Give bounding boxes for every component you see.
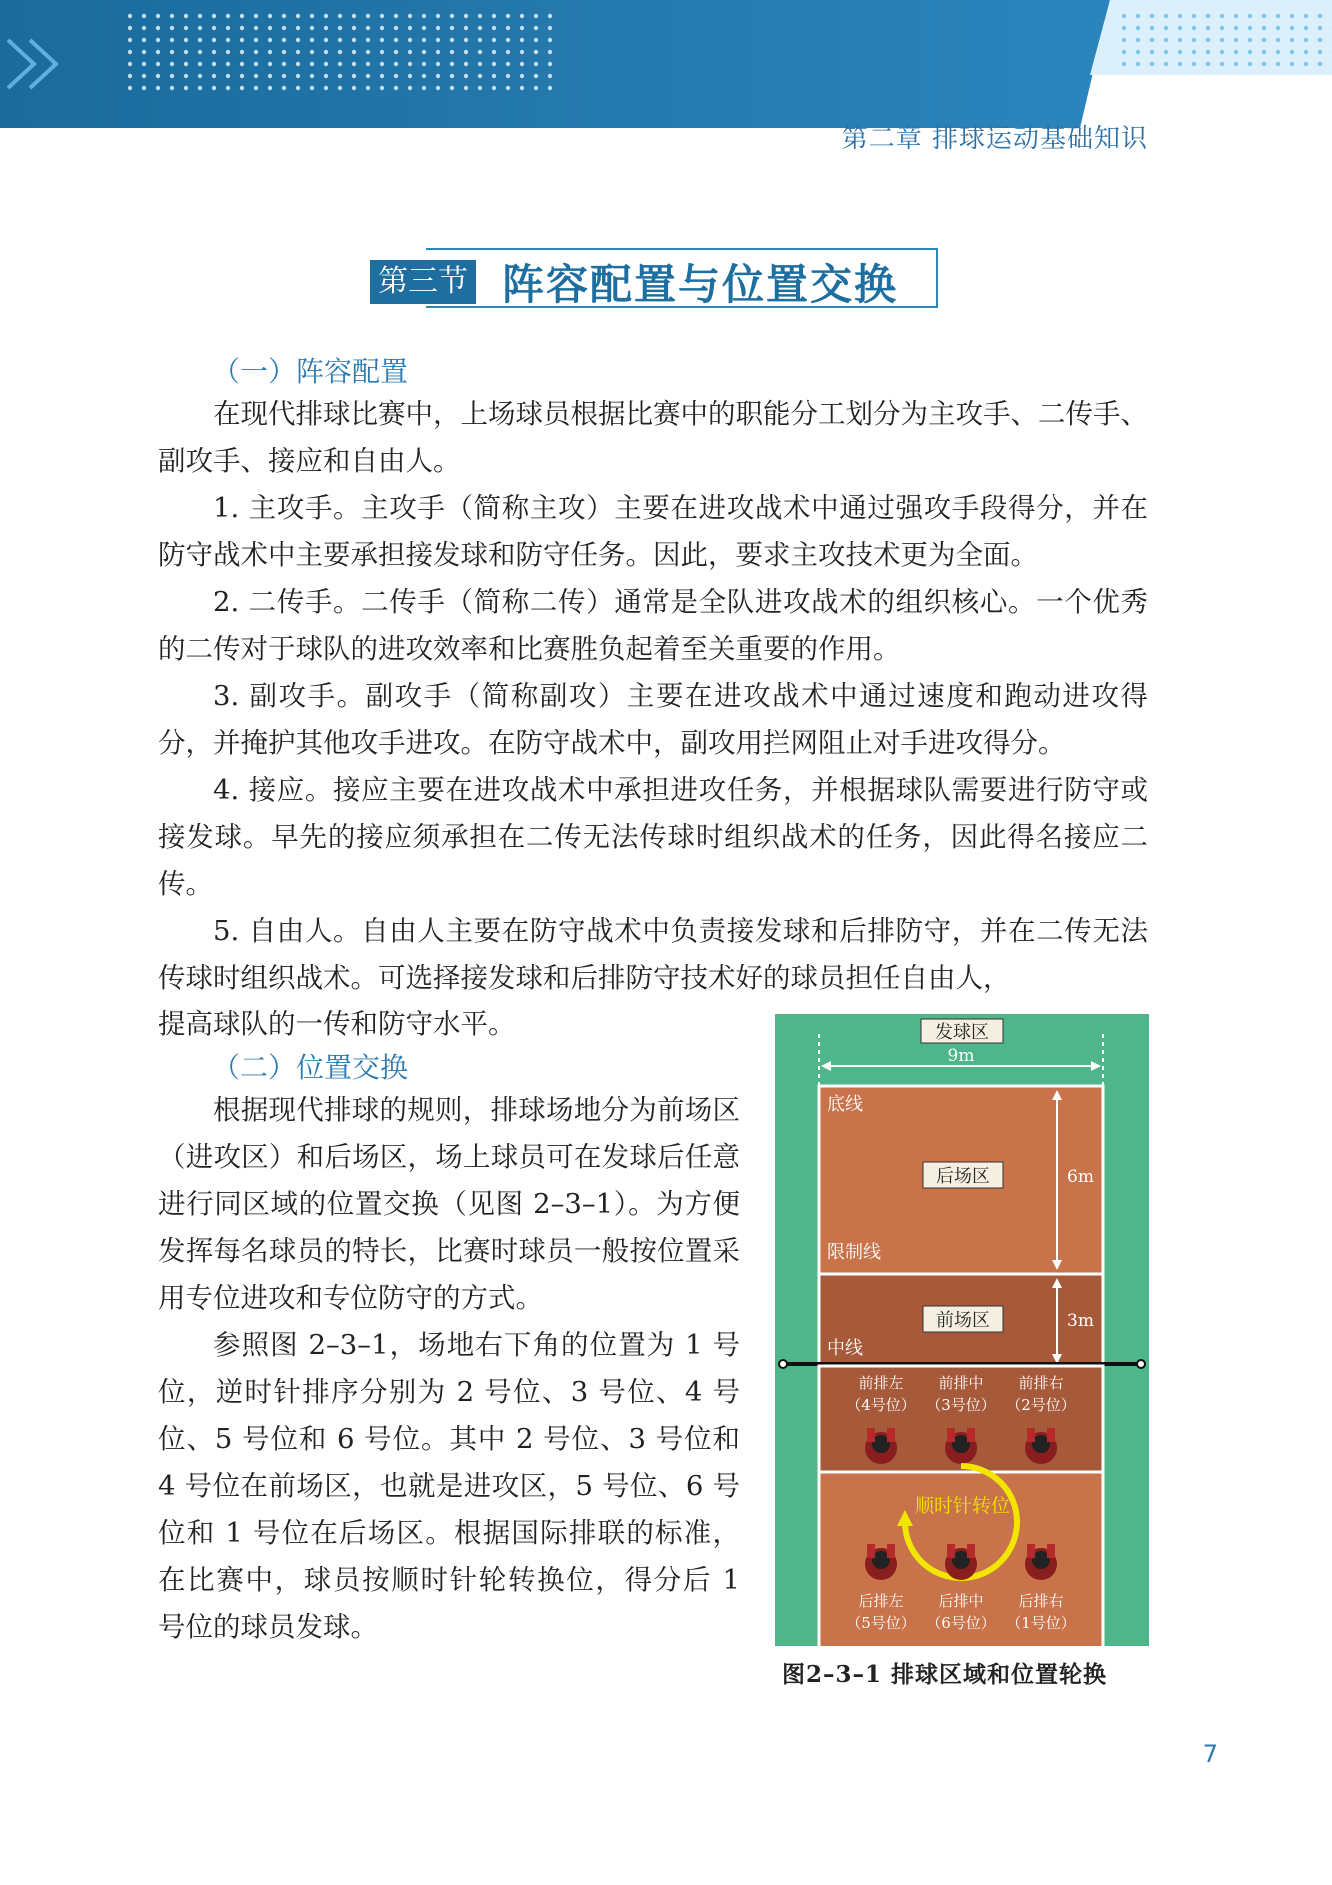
- limit-line-label: 限制线: [827, 1242, 881, 1263]
- body-text-1: [158, 391, 1148, 1002]
- front-left-name: 前排左: [858, 1374, 904, 1392]
- paragraph: 5. 自由人。自由人主要在防守战术中负责接发球和后排防守，并在二传无法传球时组织战术。可选择接发球和后排防守技术好的球员担任自由人，: [158, 915, 1148, 994]
- chapter-title: 第二章 排球运动基础知识: [841, 124, 1148, 154]
- front-middle-num: （3号位）: [926, 1396, 996, 1414]
- depth-front-label: 3m: [1067, 1311, 1094, 1331]
- player-icon-front-right: [1025, 1428, 1057, 1464]
- header-banner: [0, 0, 1332, 128]
- paragraph: 3. 副攻手。副攻手（简称副攻）主要在进攻战术中通过速度和跑动进攻得分，并掩护其他攻手进攻。在防守战术中，副攻用拦网阻止对手进攻得分。: [158, 680, 1148, 759]
- front-left-num: （4号位）: [846, 1396, 916, 1414]
- player-icon-back-middle: [945, 1544, 977, 1580]
- rotation-label: 顺时针转位: [915, 1495, 1011, 1517]
- paragraph: 1. 主攻手。主攻手（简称主攻）主要在进攻战术中通过强攻手段得分，并在防守战术中主要承担接发球和防守任务。因此，要求主攻技术更为全面。: [158, 492, 1148, 571]
- paragraph: 参照图 2–3–1，场地右下角的位置为 1 号位，逆时针排序分别为 2 号位、3 号位、4 号位、5 号位和 6 号位。其中 2 号位、3 号位和 4 号位在前场区，也就是进攻区，5 号位、6 号位和 1 号位在后场区。根据国际排联的标准，在比赛中，球员按顺时针轮转换位，得分后 1 号位的球员发球。: [158, 1329, 740, 1643]
- subsection-heading-1: （一）阵容配置: [212, 355, 409, 388]
- width-label: 9m: [947, 1046, 975, 1066]
- back-zone-label: 后场区: [936, 1166, 990, 1187]
- net-post-right: [1137, 1360, 1145, 1368]
- paragraph: 提高球队的一传和防守水平。: [158, 1008, 516, 1040]
- player-icon-front-middle: [945, 1428, 977, 1464]
- back-middle-num: （6号位）: [926, 1614, 996, 1632]
- depth-back-label: 6m: [1067, 1167, 1094, 1187]
- front-zone-label: 前场区: [936, 1310, 990, 1331]
- paragraph: 根据现代排球的规则，排球场地分为前场区（进攻区）和后场区，场上球员可在发球后任意进行同区域的位置交换（见图 2–3–1）。为方便发挥每名球员的特长，比赛时球员一般按位置采用专位进攻和专位防守的方式。: [158, 1094, 740, 1314]
- serve-zone-label: 发球区: [935, 1022, 989, 1043]
- section-badge: 第三节: [370, 260, 476, 304]
- paragraph: 2. 二传手。二传手（简称二传）通常是全队进攻战术的组织核心。一个优秀的二传对于球队的进攻效率和比赛胜负起着至关重要的作用。: [158, 586, 1148, 665]
- player-icon-back-right: [1025, 1544, 1057, 1580]
- page-number: 7: [1202, 1740, 1218, 1768]
- body-text-1-end: [158, 1001, 758, 1048]
- back-right-num: （1号位）: [1006, 1614, 1076, 1632]
- back-middle-name: 后排中: [938, 1592, 984, 1610]
- back-left-name: 后排左: [858, 1592, 904, 1610]
- section-heading: 阵容配置与位置交换: [502, 260, 899, 309]
- back-right-name: 后排右: [1018, 1592, 1064, 1610]
- center-line-label: 中线: [827, 1338, 863, 1359]
- player-icon-back-left: [865, 1544, 897, 1580]
- body-text-2: [158, 1087, 740, 1651]
- front-right-name: 前排右: [1018, 1374, 1064, 1392]
- front-right-num: （2号位）: [1006, 1396, 1076, 1414]
- paragraph: 在现代排球比赛中，上场球员根据比赛中的职能分工划分为主攻手、二传手、副攻手、接应和自由人。: [158, 398, 1148, 477]
- player-icon-front-left: [865, 1428, 897, 1464]
- subsection-heading-2: （二）位置交换: [212, 1051, 409, 1084]
- baseline-label: 底线: [827, 1094, 863, 1115]
- net-post-left: [779, 1360, 787, 1368]
- volleyball-court-diagram: [775, 1014, 1149, 1646]
- back-left-num: （5号位）: [846, 1614, 916, 1632]
- figure-caption: 图2–3–1 排球区域和位置轮换: [782, 1661, 1108, 1688]
- front-middle-name: 前排中: [938, 1374, 984, 1392]
- paragraph: 4. 接应。接应主要在进攻战术中承担进攻任务，并根据球队需要进行防守或接发球。早先的接应须承担在二传无法传球时组织战术的任务，因此得名接应二传。: [158, 774, 1148, 900]
